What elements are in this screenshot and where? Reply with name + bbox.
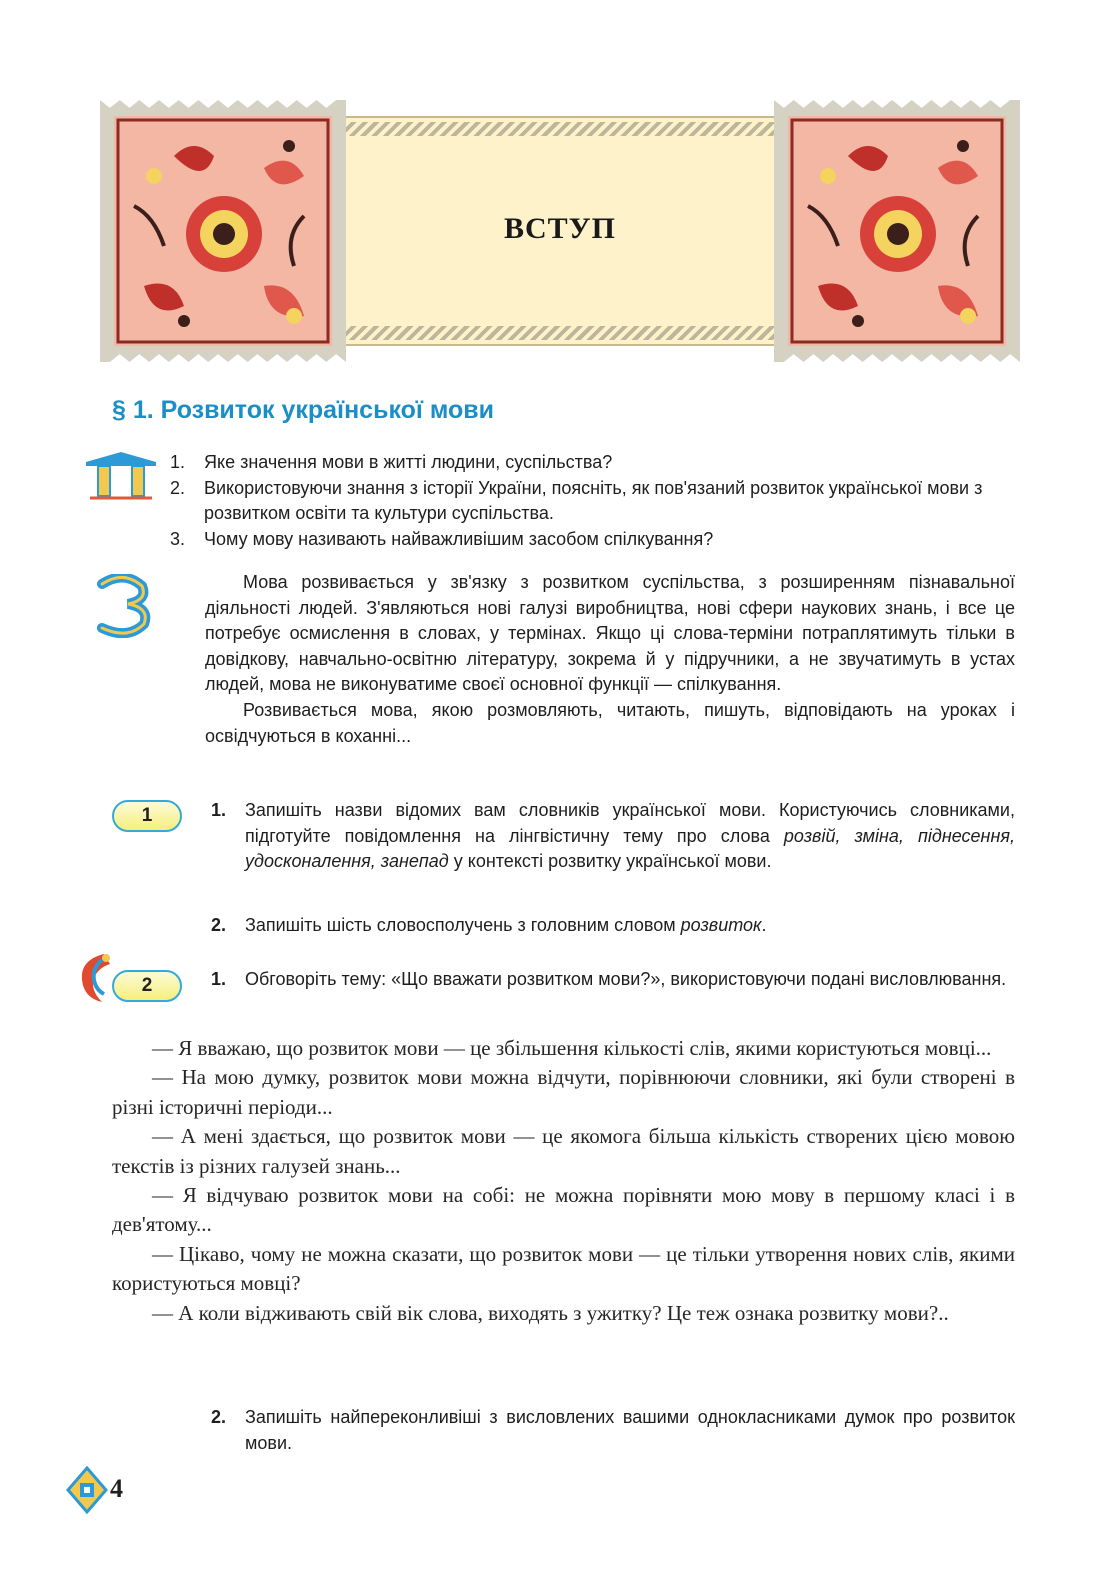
banner-band	[340, 116, 780, 346]
question-number: 2.	[170, 477, 186, 498]
task-text: Обговоріть тему: «Що вважати розвитком мови?», використовуючи подані висловлювання.	[245, 969, 1007, 989]
dialogue-block	[112, 1034, 1015, 1328]
embroidery-ornament-icon	[114, 116, 332, 346]
dialogue-line: — Я відчуваю розвиток мови на собі: не можна порівняти мою мову в першому класі і в дев'ятому...	[112, 1183, 1015, 1237]
task-text: .	[761, 915, 767, 935]
question-text: Яке значення мови в житті людини, суспільства?	[204, 452, 613, 472]
dialogue-line: — На мою думку, розвиток мови можна відчути, порівнюючи словники, які були створені в різні історичні періоди...	[112, 1065, 1015, 1119]
intro-banner	[100, 100, 1020, 362]
dialogue-line: — Я вважаю, що розвиток мови — це збільшення кількості слів, якими користуються мовці...	[152, 1036, 992, 1060]
question-text: Чому мову називають найважливішим засобом спілкування?	[204, 528, 714, 549]
intro-text	[205, 570, 1015, 749]
exercise-1-task-1	[211, 798, 1015, 875]
chapter-title: ВСТУП	[503, 212, 617, 245]
exercise-2-badge: 2	[112, 970, 182, 1002]
exercise-2-task-1	[211, 967, 1015, 993]
page-ornament-icon	[66, 1466, 108, 1514]
task-number: 1.	[211, 969, 227, 989]
embroidery-ornament-icon	[788, 116, 1006, 346]
banner-border-bottom	[340, 326, 780, 340]
exercise-1-task-2	[211, 913, 1015, 939]
embroidery-ornament-left	[100, 100, 346, 362]
task-text: Запишіть шість словосполучень з головним словом	[245, 915, 681, 935]
task-number: 2.	[211, 1407, 227, 1427]
question-item	[170, 476, 1015, 527]
question-list	[170, 450, 1015, 552]
flame-bird-icon	[74, 950, 114, 1006]
letter-p-icon	[82, 452, 160, 500]
dialogue-line: — Цікаво, чому не можна сказати, що розвиток мови — це тільки утворення нових слів, якими користуються мовці?	[112, 1241, 1015, 1296]
exercise-2-task-2	[211, 1405, 1015, 1456]
dialogue-line: — А мені здається, що розвиток мови — це якомога більша кількість створених цією мовою текстів із різних галузей знань...	[112, 1124, 1015, 1178]
task-number: 1.	[211, 800, 227, 820]
question-number: 3.	[170, 528, 186, 549]
question-number: 1.	[170, 452, 186, 472]
exercise-1-badge: 1	[112, 800, 182, 832]
intro-paragraph: Мова розвивається у зв'язку з розвитком суспільства, з розширенням пізнавальної діяльності людей. З'являються нові галузі виробництва, нові сфери наукових знань, і все це потребує осмислення в словах, у термінах. Якщо ці слова-терміни потраплятимуть тільки в довідкову, навчально-освітню літературу, зокрема й у підручники, а не звучатимуть в устах людей, мова не виконуватиме своєї основної функції — спілкування.	[205, 572, 1015, 695]
embroidery-ornament-right	[774, 100, 1020, 362]
question-item	[170, 527, 1015, 553]
task-text: Запишіть найпереконливіші з висловлених вашими однокласниками думок про розвиток мови.	[245, 1407, 1015, 1453]
dialogue-line: — А коли відживають свій вік слова, виходять з ужитку? Це теж ознака розвитку мови?..	[152, 1300, 949, 1325]
question-text: Використовуючи знання з історії України, поясніть, як пов'язаний розвиток української мови з розвитком освіти та культури суспільства.	[204, 477, 983, 523]
intro-paragraph: Розвивається мова, якою розмовляють, читають, пишуть, відповідають на уроках і освідчуються в коханні...	[205, 699, 1015, 746]
task-number: 2.	[211, 915, 227, 935]
task-text: Запишіть назви відомих вам словників української мови. Користуючись словниками, підготуйте повідомлення на лінгвістичну тему про слова	[245, 800, 1015, 846]
section-heading: § 1. Розвиток української мови	[112, 396, 495, 424]
task-italic-words: розвій, зміна, піднесення, удосконалення, занепад	[245, 825, 1015, 872]
task-text: у контексті розвитку української мови.	[448, 851, 772, 872]
question-item	[170, 450, 1015, 476]
letter-z-icon	[92, 574, 156, 638]
banner-border-top	[340, 122, 780, 136]
task-italic-words: розвиток	[680, 915, 762, 935]
page-number: 4	[110, 1474, 123, 1503]
